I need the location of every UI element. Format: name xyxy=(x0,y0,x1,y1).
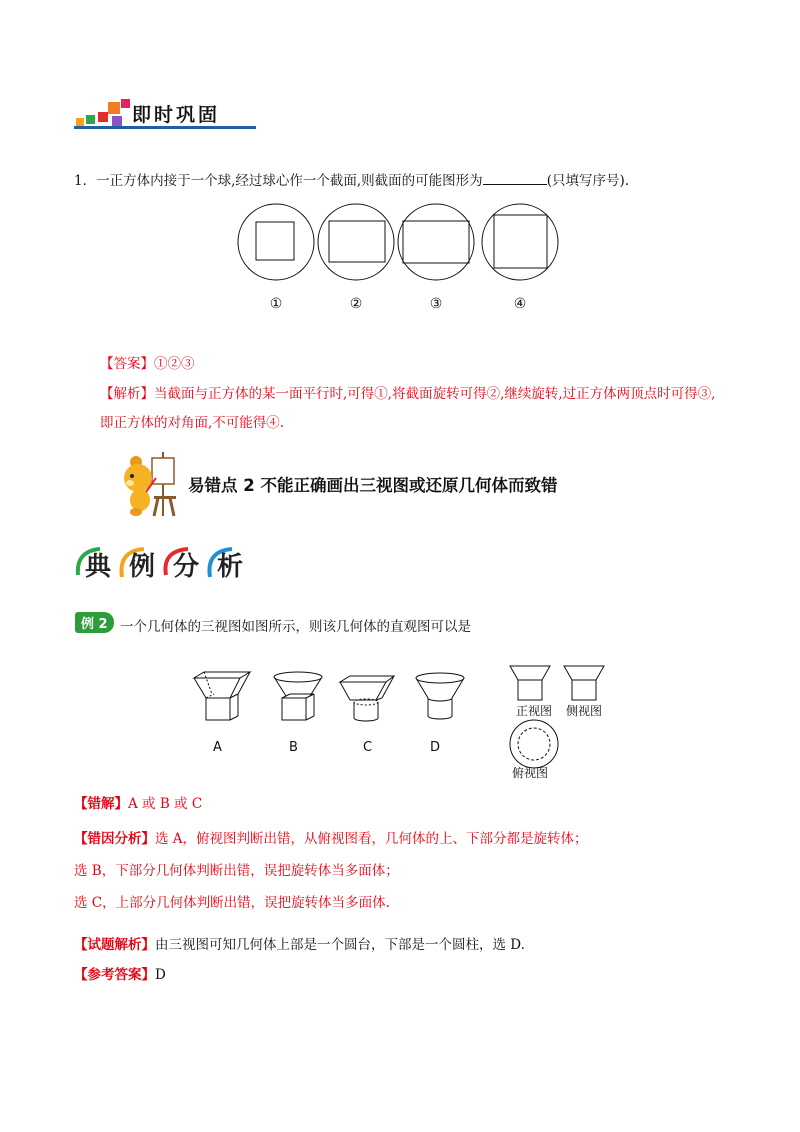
front-view xyxy=(510,666,550,700)
banner-title: 即时巩固 xyxy=(132,104,221,126)
wrong-analysis-line-3: 选 C，上部分几何体判断出错，误把旋转体当多面体. xyxy=(74,895,390,911)
section-label-2: ② xyxy=(349,296,363,312)
solid-option-d xyxy=(416,673,464,719)
bear-painter-icon xyxy=(118,448,188,520)
reference-answer-value: D xyxy=(155,967,166,983)
reference-answer xyxy=(74,966,166,985)
section-option-4 xyxy=(482,204,558,280)
solid-label-c: C xyxy=(363,740,373,755)
top-view-label: 俯视图 xyxy=(512,766,549,780)
wrong-analysis-line-1: 【错因分析】选 A，俯视图判断出错，从俯视图看，几何体的上、下部分都是旋转体； xyxy=(74,831,588,847)
solid-option-a xyxy=(194,672,250,720)
section-label-1: ① xyxy=(269,296,283,312)
solution-tag: 【试题解析】 xyxy=(74,937,155,953)
front-view-label: 正视图 xyxy=(516,704,553,718)
solids-options-figure xyxy=(190,668,480,738)
example-2-text: 一个几何体的三视图如图所示，则该几何体的直观图可以是 xyxy=(120,619,471,635)
example-header-char-2: 例 xyxy=(128,552,155,582)
solid-label-a: A xyxy=(213,740,222,755)
wrong-answer-value: A 或 B 或 C xyxy=(128,796,203,812)
section-option-1 xyxy=(238,204,314,280)
solid-option-c xyxy=(340,676,394,721)
solution xyxy=(74,936,525,955)
side-view xyxy=(564,666,604,700)
analysis-1-line-1: 【解析】当截面与正方体的某一面平行时,可得①,将截面旋转可得②,继续旋转,过正方体两顶点时可得③, xyxy=(100,386,716,402)
section-label-3: ③ xyxy=(429,296,443,312)
analysis-1-line-2: 即正方体的对角面,不可能得④. xyxy=(100,415,285,431)
section-label-4: ④ xyxy=(513,296,527,312)
answer-tag: 【答案】 xyxy=(100,356,154,372)
example-header-char-1: 典 xyxy=(84,552,111,582)
question-hint: (只填写序号). xyxy=(546,173,630,189)
analysis-tag: 【解析】 xyxy=(100,386,154,402)
section-2-title: 易错点 2 不能正确画出三视图或还原几何体而致错 xyxy=(188,476,558,495)
section-option-3 xyxy=(398,204,474,280)
example-header-char-3: 分 xyxy=(172,552,199,582)
answer-value: ①②③ xyxy=(154,356,195,372)
wrong-answer-tag: 【错解】 xyxy=(74,796,128,812)
wrong-analysis-line-2: 选 B，下部分几何体判断出错，误把旋转体当多面体； xyxy=(74,863,399,879)
question-1 xyxy=(74,172,629,191)
side-view-label: 侧视图 xyxy=(566,704,603,718)
wrong-analysis-tag: 【错因分析】 xyxy=(74,831,155,847)
question-number: 1． xyxy=(74,173,97,189)
solid-option-b xyxy=(274,672,322,720)
banner xyxy=(74,98,260,132)
sphere-sections-figure xyxy=(236,197,566,287)
reference-answer-tag: 【参考答案】 xyxy=(74,967,155,983)
section-option-2 xyxy=(318,204,394,280)
question-text: 一正方体内接于一个球,经过球心作一个截面,则截面的可能图形为 xyxy=(96,173,483,189)
answer-1 xyxy=(100,355,195,374)
wrong-answer xyxy=(74,795,202,814)
example-2-badge: 例 2 xyxy=(75,612,114,633)
top-view xyxy=(510,720,558,768)
answer-blank xyxy=(483,172,547,185)
example-header-char-4: 析 xyxy=(216,552,243,582)
solution-value: 由三视图可知几何体上部是一个圆台，下部是一个圆柱，选 D. xyxy=(155,937,525,953)
solid-label-d: D xyxy=(430,740,441,755)
example-header xyxy=(74,545,254,589)
solid-label-b: B xyxy=(289,740,298,755)
